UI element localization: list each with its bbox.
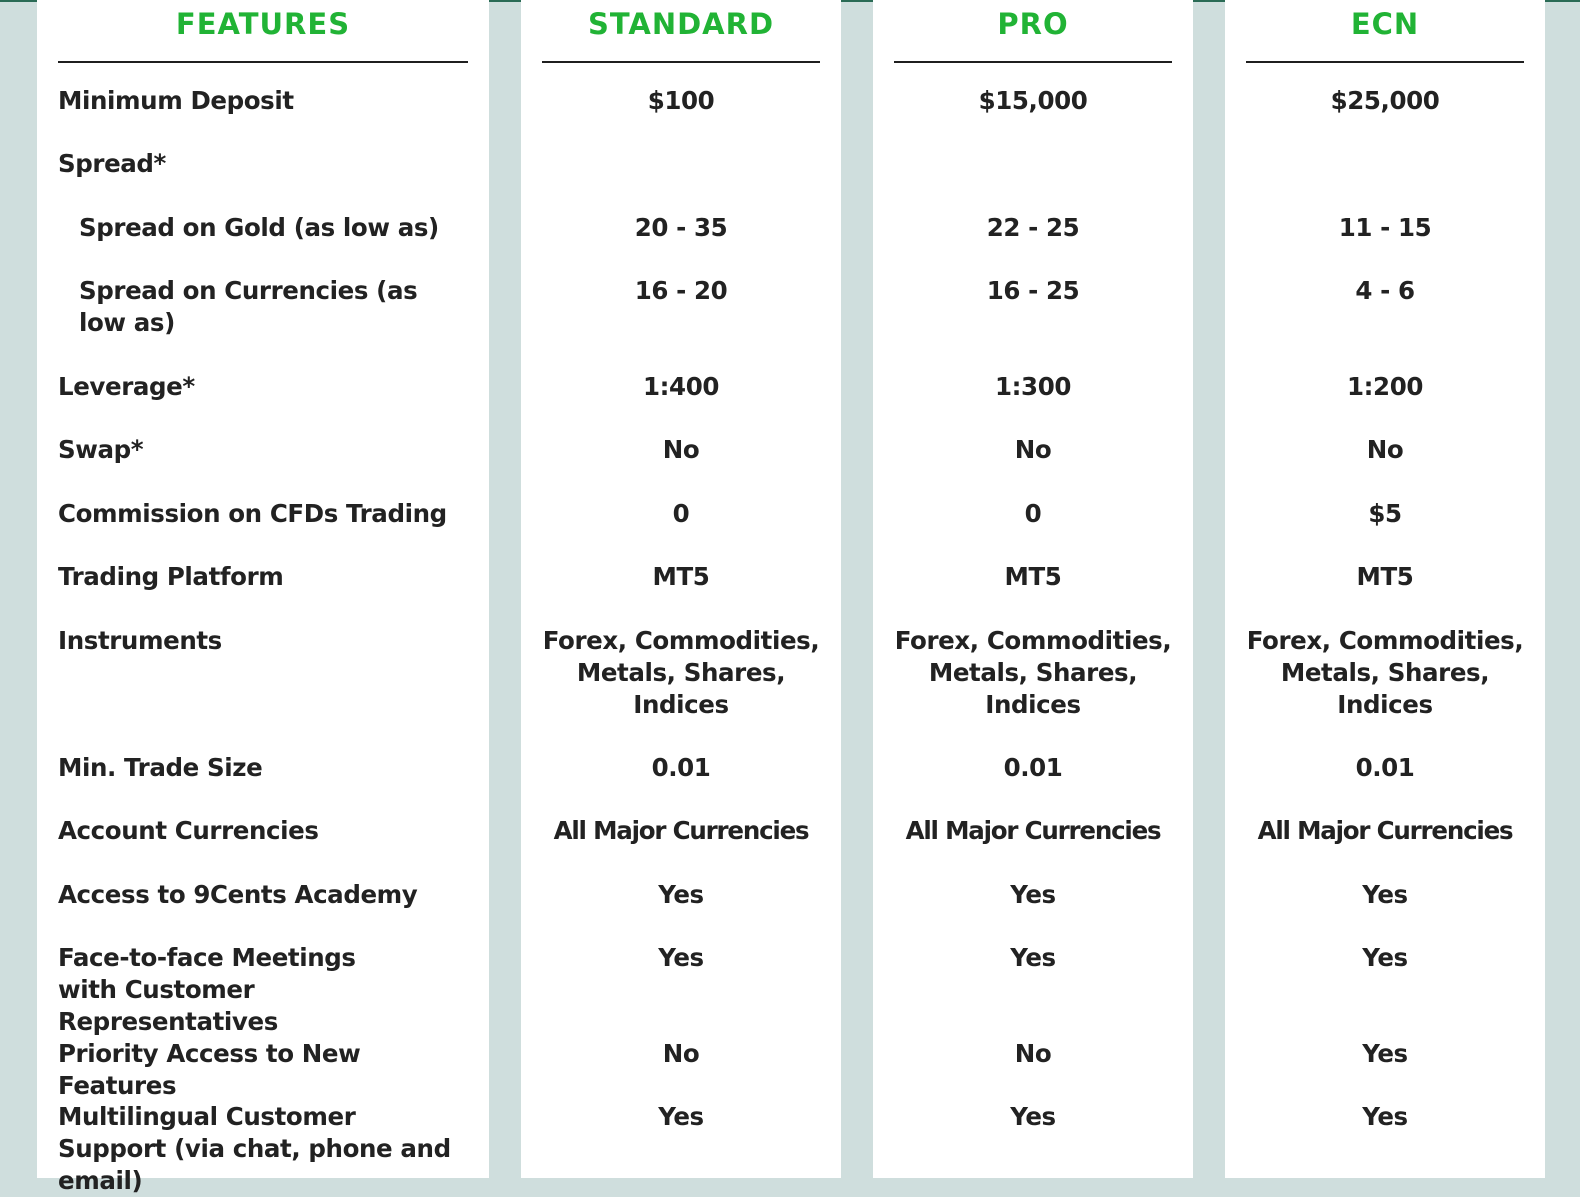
standard-value: 0.01 <box>651 753 711 782</box>
pro-value: $15,000 <box>978 86 1088 115</box>
features-column <box>37 0 489 1195</box>
ecn-value: 11 - 15 <box>1338 213 1432 242</box>
pro-value: Yes <box>1010 880 1056 909</box>
ecn-value: Yes <box>1362 1102 1408 1131</box>
ecn-header: ECN <box>1246 0 1524 63</box>
pro-value: No <box>1014 435 1052 464</box>
standard-value: 16 - 20 <box>634 276 728 305</box>
pro-column <box>873 0 1193 1178</box>
ecn-value: Forex, Commodities, Metals, Shares, Indices <box>1246 626 1524 719</box>
standard-value: All Major Currencies <box>553 816 809 845</box>
standard-value: $100 <box>647 86 715 115</box>
feature-label: Instruments <box>58 626 222 655</box>
pro-header: PRO <box>894 0 1172 63</box>
ecn-value: 4 - 6 <box>1355 276 1415 305</box>
feature-label: Leverage* <box>58 372 195 401</box>
feature-label: Min. Trade Size <box>58 753 263 782</box>
feature-label: Spread* <box>58 149 166 178</box>
pro-value: Yes <box>1010 1102 1056 1131</box>
pro-value: All Major Currencies <box>905 816 1161 845</box>
standard-value: No <box>662 435 700 464</box>
standard-value: 0 <box>672 499 690 528</box>
standard-column <box>521 0 841 1178</box>
pro-value: MT5 <box>1004 562 1062 591</box>
feature-label: Trading Platform <box>58 562 284 591</box>
ecn-value: Yes <box>1362 943 1408 972</box>
ecn-value: Yes <box>1362 880 1408 909</box>
standard-value: Yes <box>658 880 704 909</box>
ecn-column <box>1225 0 1545 1178</box>
ecn-value: $25,000 <box>1330 86 1440 115</box>
feature-label: Spread on Gold (as low as) <box>79 213 439 242</box>
standard-value: No <box>662 1039 700 1068</box>
ecn-value: Yes <box>1362 1039 1408 1068</box>
feature-label: Multilingual Customer Support (via chat, phone and email) <box>58 1102 451 1195</box>
pro-value: 0 <box>1024 499 1042 528</box>
ecn-value: 0.01 <box>1355 753 1415 782</box>
ecn-value: All Major Currencies <box>1257 816 1513 845</box>
feature-label: Priority Access to New Features <box>58 1039 361 1100</box>
ecn-value: MT5 <box>1356 562 1414 591</box>
pro-value: Forex, Commodities, Metals, Shares, Indices <box>894 626 1172 719</box>
pro-value: 16 - 25 <box>986 276 1080 305</box>
standard-value: 20 - 35 <box>634 213 728 242</box>
feature-label: Minimum Deposit <box>58 86 294 115</box>
standard-value: 1:400 <box>643 372 719 401</box>
standard-value: Yes <box>658 1102 704 1131</box>
standard-value: Forex, Commodities, Metals, Shares, Indices <box>542 626 820 719</box>
features-header: FEATURES <box>58 0 468 63</box>
pro-value: No <box>1014 1039 1052 1068</box>
pro-value: 1:300 <box>995 372 1071 401</box>
ecn-value: No <box>1366 435 1404 464</box>
feature-label: Swap* <box>58 435 144 464</box>
standard-value: Yes <box>658 943 704 972</box>
standard-header: STANDARD <box>542 0 820 63</box>
pro-value: Yes <box>1010 943 1056 972</box>
feature-label: Spread on Currencies (as low as) <box>79 276 418 337</box>
standard-value: MT5 <box>652 562 710 591</box>
feature-label: Access to 9Cents Academy <box>58 880 418 909</box>
pro-value: 0.01 <box>1003 753 1063 782</box>
ecn-value: $5 <box>1368 499 1402 528</box>
ecn-value: 1:200 <box>1347 372 1423 401</box>
pro-value: 22 - 25 <box>986 213 1080 242</box>
feature-label: Commission on CFDs Trading <box>58 499 447 528</box>
feature-label: Account Currencies <box>58 816 319 845</box>
feature-label: Face-to-face Meetings with Customer Representatives <box>58 943 356 1036</box>
